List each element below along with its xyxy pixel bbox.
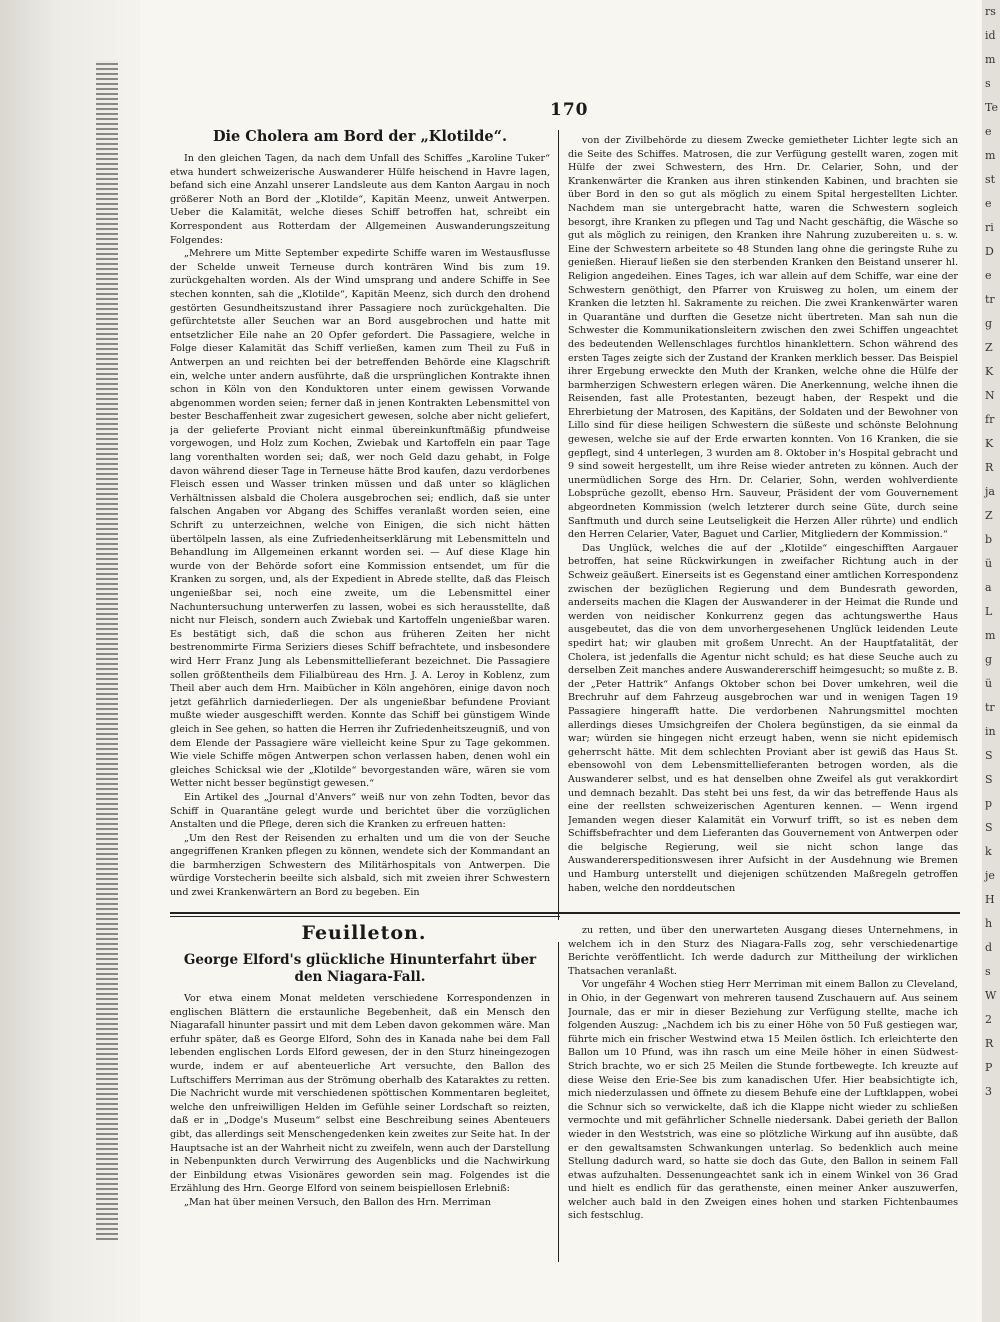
column-divider [558,130,559,920]
strip-fragment: S [985,821,993,834]
strip-fragment: e [985,197,992,210]
feuilleton-heading: Feuilleton. [301,922,427,944]
strip-fragment: ja [985,485,995,498]
strip-fragment: a [985,581,992,594]
section-divider-thin [170,916,560,917]
strip-fragment: g [985,653,993,666]
newspaper-page [170,100,960,1270]
strip-fragment: 2 [985,1013,992,1026]
strip-fragment: g [985,317,993,330]
strip-fragment: Z [985,509,993,522]
strip-fragment: d [985,941,993,954]
strip-fragment: p [985,797,993,810]
article-paragraph: „Mehrere um Mitte September expedirte Schiffe waren im Westausflusse der Schelde unweit Terneuse durch konträren Wind bis zum 19. zurückgehalten worden. Als der Wind umsprang und andere Schiffe in See stechen konnten, sah die „Klotilde“, Kapitän Meenz, sich durch den drohend gestörten Gesundheitszustand ihrer Passagiere noch zurückgehalten. Die gefürchtetste aller Seuchen war an Bord ausgebrochen und hatte mit entsetzlicher Eile nahe an 20 Opfer gefordert. Die Passagiere, welche in Folge dieser Kalamität das Schiff verließen, kamen zum Theil zu Fuß in Antwerpen an und reichten bei der betreffenden Behörde eine Klagschrift ein, welche unter andern ausführte, daß die ursprünglichen Kontrakte ihnen schon in Köln von den Konduktoren unter einem gewissen Vorwande abgenommen worden seien; ferner daß in jenen Kontrakten Lebensmittel von bester Beschaffenheit zwar zugesichert gewesen, solche aber nicht geliefert, ja der gelieferte Proviant nicht einmal übereinkunftmäßig pfundweise vorgewogen, und Holz zum Kochen, Zwiebak und Kartoffeln ein paar Tage lang vorenthalten worden sei; daß, wer noch Geld dazu gehabt, in Folge davon während dieser Tage in Terneuse hätte Brod kaufen, dazu verdorbenes Fleisch essen und Wasser trinken müssen und daß unter so kläglichen Verhältnissen alsbald die Cholera ausgebrochen sei; endlich, daß sie unter falschen Angaben vor Abgang des Schiffes veranlaßt worden seien, eine Schrift zu unterzeichnen, welche von Einigen, die sich nicht hätten übertölpeln lassen, als eine Zufriedenheitserklärung mit Lebensmitteln und Behandlung im Allgemeinen erkannt worden sei. — Auf diese Klage hin wurde von der Behörde sofort eine Kommission entsendet, um für die Kranken zu sorgen, und, als der Expedient in Abrede stellte, daß das Fleisch ungenießbar sei, noch eine zweite, um die Lebensmittel einer Nachuntersuchung unterwerfen zu lassen, wobei es sich herausstellte, daß nicht nur Fleisch, sondern auch Zwiebak und Kartoffeln ungenießbar waren. Es bestätigt sich, daß die schon aus früheren Zeiten her nicht bestrenommirte Firma Seriziers dieses Schiff befrachtete, und insbesondere wird Herr Franz Jung als Lebensmittellieferant bezeichnet. Die Passagiere sollen größtentheils dem Filialbüreau des Hrn. J. A. Leroy in Koblenz, zum Theil aber auch dem Hrn. Maibücher in Köln angehören, einige davon noch jetzt gefährlich darniederliegen. Der als ungenießbar befundene Proviant mußte wieder ausgeschifft werden. Konnte das Schiff bei günstigem Winde gleich in See gehen, so hatten die Herren ihr Zufriedenheitszeugniß, und von dem Elende der Passagiere wäre vielleicht keine Spur zu Tage gekommen. Wie viele Schiffe mögen Antwerpen schon verlassen haben, denen wohl ein gleiches Schicksal wie der „Klotilde“ bevorgestanden wäre, wären sie vom Wetter nicht besser begünstigt gewesen.“ [170,248,550,790]
strip-fragment: K [985,437,994,450]
page-binding-edge [96,60,118,1240]
strip-fragment: R [985,1037,994,1050]
article-paragraph: In den gleichen Tagen, da nach dem Unfall des Schiffes „Karoline Tuker“ etwa hundert schweizerische Auswanderer Hülfe heischend in Havre lagen, befand sich eine Anzahl unserer Landsleute aus dem Kanton Aargau in noch größerer Noth an Bord der „Klotilde“, Kapitän Meenz, unweit Antwerpen. Ueber die Kalamität, welche dieses Schiff betroffen hat, schreibt ein Korrespondent aus Rotterdam der Allgemeinen Auswanderungszeitung Folgendes: [170,153,550,246]
article-cholera-left-column [170,128,550,910]
feuilleton-title: George Elford's glückliche Hinunterfahrt über den Niagara-Fall. [183,952,537,985]
strip-fragment: m [985,53,996,66]
strip-fragment: id [985,29,996,42]
strip-fragment: rs [985,5,996,18]
strip-fragment: K [985,365,994,378]
strip-fragment: s [985,965,991,978]
strip-fragment: Te [985,101,998,114]
feuilleton-left-column [170,952,550,1262]
strip-fragment: H [985,893,995,906]
feuilleton-paragraph: Vor ungefähr 4 Wochen stieg Herr Merriman mit einem Ballon zu Cleveland, in Ohio, in der Gegenwart von mehreren tausend Zuschauern auf. Aus seinem Journale, das er mir in dieser Beziehung zur Verfügung stellte, mache ich folgenden Auszug: „Nachdem ich bis zu einer Höhe von 50 Fuß gestiegen war, führte mich ein frischer Westwind etwa 15 Meilen östlich. Ich erleichterte den Ballon um 10 Pfund, was ihn rasch um eine Meile höher in einen Südwest-Strich brachte, wo er sich 25 Meilen die Stunde fortbewegte. Ich kreuzte auf diese Weise den Erie-See bis zum kanadischen Ufer. Hier beabsichtigte ich, mich niederzulassen und öffnete zu diesem Behufe eine der Luftklappen, wobei die Schnur sich so verwickelte, daß ich die Klappe nicht wieder zu schließen vermochte und mit gefährlicher Schnelle niedersank. Dabei gerieth der Ballon wieder in den Weststrich, was eine so plötzliche Wirkung auf ihn ausübte, daß er den gewaltsamsten Schwankungen unterlag. So bedenklich auch meine Stellung dadurch ward, so hatte sie doch das Gute, den Ballon in seinem Fall etwas aufzuhalten. Dessenungeachtet sank ich in einem Winkel von 36 Grad und hielt es endlich für das gerathenste, einen meiner Anker auszuwerfen, welcher auch bald in den Zweigen eines hohen und starken Fichtenbaumes sich festschlug. [568,979,958,1222]
article-paragraph: von der Zivilbehörde zu diesem Zwecke gemietheter Lichter legte sich an die Seite des Schiffes. Matrosen, die zur Verfügung gestellt waren, zogen mit Hülfe der zwei Schwestern, des Hrn. Dr. Celarier, Sohn, und der Krankenwärter die Kranken aus ihren stinkenden Kabinen, und brachten sie über Bord in den so gut als möglich zu einem Spital hergestellten Lichter. Nachdem man sie untergebracht hatte, waren die Schwestern sogleich besorgt, ihre Kranken zu pflegen und Tag und Nacht geschäftig, die Wäsche so gut als möglich zu reinigen, den Kranken ihre Nahrung zuzubereiten u. s. w. Eine der Schwestern arbeitete so 48 Stunden lang ohne die geringste Ruhe zu genießen. Hierauf ließen sie den sterbenden Kranken den Beistand unserer hl. Religion angedeihen. Eines Tages, ich war allein auf dem Schiffe, war eine der Schwestern genöthigt, den Pfarrer von Kruisweg zu holen, um einem der Kranken die letzten hl. Sakramente zu reichen. Die zwei Krankenwärter waren in Quarantäne und durften die Gesetze nicht übertreten. Man sah nun die Schwester die Kommunikationsleitern zwischen den zwei Schiffen ungeachtet des bedeutenden Wellenschlages furchtlos hinanklettern. Schon während des ersten Tages zeigte sich der Zustand der Kranken merklich besser. Das Beispiel ihrer Ergebung erweckte den Muth der Kranken, welche ohne die Hülfe der barmherzigen Schwestern erlegen wären. Die Anerkennung, welche ihnen die Reisenden, fast alle Protestanten, bezeugt haben, der Respekt und die Ehrerbietung der Matrosen, des Kapitäns, der Soldaten und der Bewohner von Lillo sind für diese heiligen Schwestern die süßeste und schönste Belohnung gewesen, welche sie auf der Erde erwarten konnten. Von 16 Kranken, die sie gepflegt, sind 4 unterlegen, 3 wurden am 8. Oktober in's Hospital gebracht und 9 sind soweit hergestellt, um ihre Reise wieder antreten zu können. Auch der unermüdlichen Sorge des Hrn. Dr. Celarier, Sohn, werden wohlverdiente Lobsprüche gezollt, ebenso Hrn. Sauveur, Präsident der vom Gouvernement abgeordneten Kommission (welch letzterer durch seine Güte, durch seine Sanftmuth und durch seine Leutseligkeit die Herzen Aller rührte) und endlich den Herren Celarier, Vater, Baguet und Carlier, Mitgliedern der Kommission.“ [568,135,958,541]
strip-fragment: P [985,1061,993,1074]
strip-fragment: fr [985,413,995,426]
strip-fragment: e [985,125,992,138]
page-number: 170 [550,100,589,120]
strip-fragment: st [985,173,996,186]
strip-fragment: ri [985,221,994,234]
strip-fragment: je [985,869,995,882]
article-cholera-right-column [568,134,958,910]
strip-fragment: S [985,773,993,786]
adjacent-page-strip [982,0,1000,1322]
strip-fragment: N [985,389,995,402]
article-paragraph: „Um den Rest der Reisenden zu erhalten und um die von der Seuche angegriffenen Kranken pflegen zu können, wendete sich der Kommandant an die barmherzigen Schwestern des Militärhospitals von Antwerpen. Die würdige Vorstecherin beeilte sich alsbald, sich mit zweien ihrer Schwestern und zwei Krankenwärtern an Bord zu begeben. Ein [170,832,550,899]
strip-fragment: ü [985,677,993,690]
strip-fragment: tr [985,293,995,306]
book-spine-shadow [0,0,140,1322]
feuilleton-paragraph: zu retten, und über den unerwarteten Ausgang dieses Unternehmens, in welchem ich in den Sturz des Niagara-Falls zog, sehr verschiedenartige Berichte veröffentlicht. Ich werde dadurch zur Mittheilung der wirklichen Thatsachen veranlaßt. [568,925,958,977]
strip-fragment: e [985,269,992,282]
article-paragraph: Das Unglück, welches die auf der „Klotilde“ eingeschifften Aargauer betroffen, hat seine Rückwirkungen in zweifacher Richtung auch in der Schweiz geäußert. Einerseits ist es Gegenstand einer amtlichen Korrespondenz zwischen der bezüglichen Regierung und dem Bundesrath geworden, anderseits machen die Klagen der Auswanderer in der Heimat die Runde und werden von neidischer Konkurrenz gegen das achtungswerthe Haus ausgebeutet, das die von dem unvorhergesehenen Unglück leidenden Leute spedirt hat; wir glauben mit großem Unrecht. An der Hauptfatalität, der Cholera, ist jedenfalls die Agentur nicht schuld; es hat diese Seuche auch zu derselben Zeit manches andere Auswandererschiff heimgesucht; so mußte z. B. der „Peter Hattrik“ Anfangs Oktober schon bei Dover umkehren, weil die Brechruhr auf dem Fahrzeug ausgebrochen war und in wenigen Tagen 19 Passagiere hingerafft hatte. Die verdorbenen Nahrungsmittel mochten allerdings dieses Umsichgreifen der Cholera begünstigen, da sie einmal da war; würden sie hingegen nicht erzeugt haben, wenn sie nicht epidemisch geherrscht hätte. Mit dem schlechten Proviant aber ist gewiß das Haus St. ebensowohl von dem Lebensmittellieferanten betrogen worden, als die Auswanderer selbst, und es hat denselben ohne Zweifel als gut verakkordirt und demnach bezahlt. Das steht bei uns fest, da wir das betreffende Haus als eine der reellsten schweizerischen Agenturen kennen. — Wenn irgend Jemanden wegen dieser Kalamität ein Vorwurf trifft, so ist es neben dem Schiffsbefrachter und dem Lieferanten das Gouvernement von Antwerpen oder die belgische Regierung, weil sie nicht schon lange das Auswandererspeditionswesen ihrer Aufsicht in der Ausdehnung wie Bremen und Hamburg unterstellt und diejenigen schützenden Maßregeln getroffen haben, welche den norddeutschen [568,542,958,894]
strip-fragment: k [985,845,992,858]
feuilleton-paragraph: „Man hat über meinen Versuch, den Ballon des Hrn. Merriman [184,1196,491,1208]
strip-fragment: W [985,989,997,1002]
column-divider-lower [558,942,559,1262]
strip-fragment: h [985,917,993,930]
feuilleton-right-column [568,924,958,1262]
strip-fragment: S [985,749,993,762]
strip-fragment: 3 [985,1085,992,1098]
section-divider [170,912,960,914]
strip-fragment: ü [985,557,993,570]
article-title: Die Cholera am Bord der „Klotilde“. [212,128,508,145]
strip-fragment: Z [985,341,993,354]
strip-fragment: m [985,149,996,162]
article-paragraph: Ein Artikel des „Journal d'Anvers“ weiß nur von zehn Todten, bevor das Schiff in Quarantäne gelegt wurde und berichtet über die vorzüglichen Anstalten und die Pflege, deren sich die Kranken zu erfreuen hatten: [170,791,550,831]
strip-fragment: tr [985,701,995,714]
strip-fragment: R [985,461,994,474]
strip-fragment: s [985,77,991,90]
strip-fragment: D [985,245,994,258]
strip-fragment: m [985,629,996,642]
feuilleton-paragraph: Vor etwa einem Monat meldeten verschiedene Korrespondenzen in englischen Blättern die erstaunliche Begebenheit, daß ein Mensch den Niagarafall hinunter passirt und mit dem Leben davon gekommen wäre. Man erfuhr später, daß es George Elford, Sohn des in Kanada nahe bei dem Fall lebenden englischen Lords Elford gewesen, der in den Sturz hineingezogen wurde, indem er auf abenteuerliche Art versuchte, den Ballon des Luftschiffers Merriman aus der Strömung oberhalb des Kataraktes zu retten. Die Nachricht wurde mit verschiedenen spöttischen Kommentaren begleitet, welche den unfreiwilligen Helden im Gefühle seiner Lordschaft so reizten, daß er in „Dodge's Museum“ selbst eine Beschreibung seines Abenteuers gibt, das allerdings seit Menschengedenken kein zweites zur Seite hat. In der Hauptsache ist an der Wahrheit nicht zu zweifeln, wenn auch der Darstellung in Nebenpunkten durch Verwirrung des Augenblicks und die Nachwirkung der Einbildung etwas Visionäres geworden sein mag. Folgendes ist die Erzählung des Hrn. George Elford von seinem beispiellosen Erlebniß: [170,993,550,1195]
strip-fragment: in [985,725,996,738]
strip-fragment: b [985,533,993,546]
strip-fragment: L [985,605,993,618]
